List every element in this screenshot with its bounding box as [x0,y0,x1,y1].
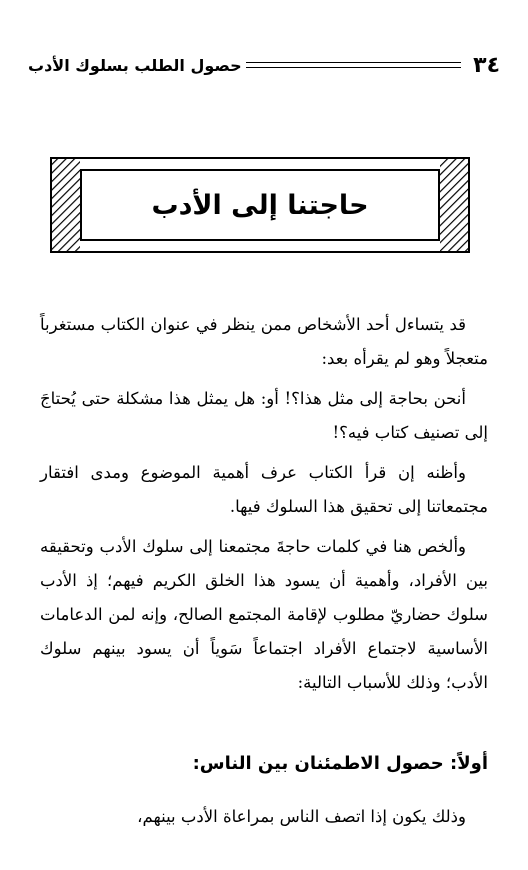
body-text [40,308,488,706]
header-rule [246,62,461,68]
chapter-frame-inner-box [80,169,440,241]
chapter-title: حاجتنا إلى الأدب [151,189,369,221]
running-book-title: حصول الطلب بسلوك الأدب [28,55,242,75]
paragraph: وألخص هنا في كلمات حاجةَ مجتمعنا إلى سلوك الأدب وتحقيقه بين الأفراد، وأهمية أن يسود هذا الخلق الكريم فيهم؛ إذ الأدب سلوك حضاريّ مطلوب لإقامة المجتمع الصالح، وإنه لمن الدعامات الأساسية لاجتماع الأفراد اجتماعاً سَوياً أن يسود بينهم سلوك الأدب؛ وذلك للأسباب التالية: [40,537,488,692]
section-heading: أولاً: حصول الاطمئنان بين الناس: [192,753,488,774]
chapter-frame-hatch-right [440,157,470,253]
chapter-frame-hatch-left [50,157,80,253]
paragraph: وأظنه إن قرأ الكتاب عرف أهمية الموضوع ومدى افتقار مجتمعاتنا إلى تحقيق هذا السلوك فيها. [40,463,488,516]
paragraph: قد يتساءل أحد الأشخاص ممن ينظر في عنوان الكتاب مستغرباً متعجلاً وهو لم يقرأه بعد: [40,315,488,368]
chapter-title-frame [50,157,470,253]
page-number: ٣٤ [473,52,500,78]
section-first-line: وذلك يكون إذا اتصف الناس بمراعاة الأدب بينهم، [137,807,466,826]
running-header [28,50,500,80]
paragraph: أنحن بحاجة إلى مثل هذا؟! أو: هل يمثل هذا مشكلة حتى يُحتاجَ إلى تصنيف كتاب فيه؟! [40,389,488,442]
